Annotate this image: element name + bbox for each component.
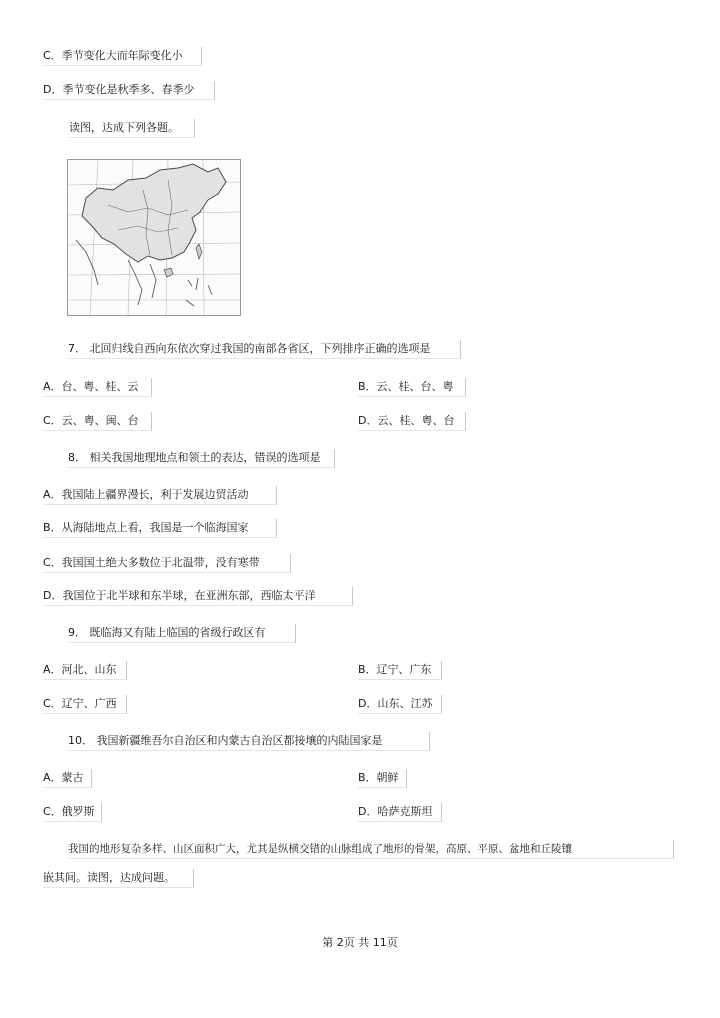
indochina-coast <box>128 260 156 305</box>
answer-box <box>43 47 202 66</box>
answer-box <box>358 695 442 714</box>
q9-option-b: B．辽宁、广东 <box>358 663 432 676</box>
q10-option-d: D．哈萨克斯坦 <box>358 805 433 818</box>
answer-box <box>68 624 296 643</box>
map-drawing <box>68 160 240 315</box>
answer-box <box>358 661 442 680</box>
answer-box <box>43 378 152 397</box>
answer-box <box>43 869 194 888</box>
taiwan-island <box>196 244 202 259</box>
q8-option-d: D．我国位于北半球和东半球，在亚洲东部，西临太平洋 <box>43 589 316 602</box>
q9-option-c: C．辽宁、广西 <box>43 697 117 710</box>
china-outline <box>82 164 226 262</box>
q8-option-a: A．我国陆上疆界漫长，利于发展边贸活动 <box>43 488 249 501</box>
q7-option-c: C．云、粤、闽、台 <box>43 414 139 427</box>
q10-option-c: C．俄罗斯 <box>43 805 95 818</box>
answer-box <box>43 81 215 100</box>
hainan-island <box>164 268 173 277</box>
page-footer: 第 2页 共 11页 <box>322 936 398 949</box>
question-7-stem: 7． 北回归线自西向东依次穿过我国的南部各省区，下列排序正确的选项是 <box>68 342 431 355</box>
q9-option-a: A．河北、山东 <box>43 663 117 676</box>
answer-box <box>68 340 461 359</box>
question-10-stem: 10． 我国新疆维吾尔自治区和内蒙古自治区都接壤的内陆国家是 <box>68 734 383 747</box>
question-8-stem: 8． 相关我国地理地点和领土的表达，错误的选项是 <box>68 451 321 464</box>
china-map-figure <box>67 159 241 316</box>
answer-box <box>68 840 674 859</box>
option-d-season: D．季节变化是秋季多、春季少 <box>43 83 195 96</box>
q8-option-b: B．从海陆地点上看，我国是一个临海国家 <box>43 521 249 534</box>
answer-box <box>43 554 291 573</box>
answer-box <box>68 732 430 751</box>
q7-option-b: B．云、桂、台、粤 <box>358 380 454 393</box>
answer-box <box>358 378 466 397</box>
option-c-season: C．季节变化大而年际变化小 <box>43 49 183 62</box>
q8-option-c: C．我国国土绝大多数位于北温带，没有寒带 <box>43 556 260 569</box>
read-map-instruction: 读图，达成下列各题。 <box>69 121 179 134</box>
answer-box <box>358 769 407 788</box>
passage-line-1: 我国的地形复杂多样、山区面积广大，尤其是纵横交错的山脉组成了地形的骨架，高原、平原、盆地和丘陵镶 <box>68 843 572 855</box>
answer-box <box>358 803 442 822</box>
q7-option-a: A．台、粤、桂、云 <box>43 380 139 393</box>
q9-option-d: D．山东、江苏 <box>358 697 433 710</box>
answer-box <box>358 412 466 431</box>
passage-line-2: 嵌其间。读图，达成问题。 <box>43 871 175 884</box>
india-coast <box>76 240 98 285</box>
q7-option-d: D．云、桂、粤、台 <box>358 414 455 427</box>
q10-option-b: B．朝鲜 <box>358 771 399 784</box>
answer-box <box>43 486 277 505</box>
answer-box <box>43 587 353 606</box>
answer-box <box>68 449 335 468</box>
answer-box <box>43 519 277 538</box>
question-9-stem: 9． 既临海又有陆上临国的省级行政区有 <box>68 626 266 639</box>
answer-box <box>43 412 152 431</box>
answer-box <box>69 119 195 138</box>
answer-box <box>43 695 127 714</box>
answer-box <box>43 803 102 822</box>
south-sea-islands <box>186 278 212 306</box>
answer-box <box>43 769 92 788</box>
answer-box <box>43 661 127 680</box>
q10-option-a: A．蒙古 <box>43 771 84 784</box>
